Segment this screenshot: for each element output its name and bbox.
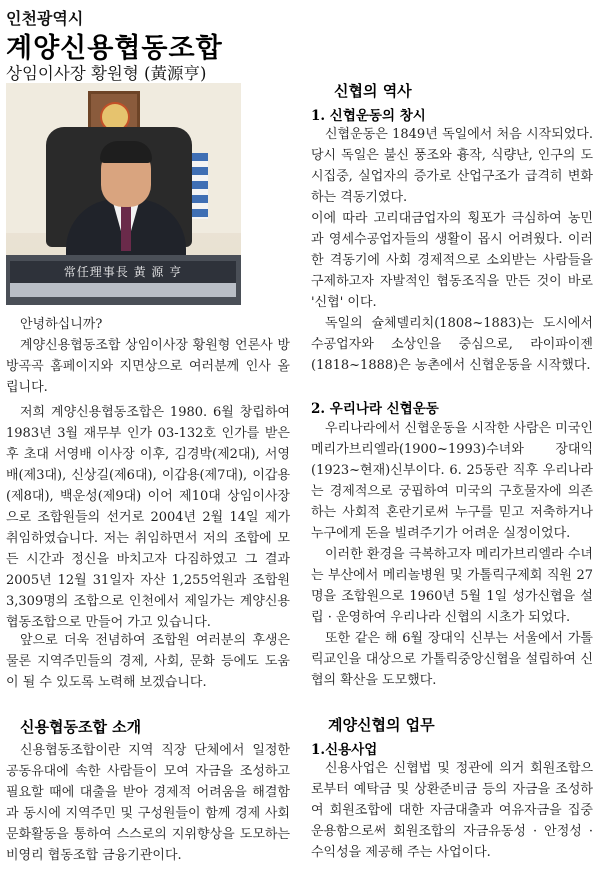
business-section1-title: 1.신용사업 (311, 742, 378, 758)
page-title: 계양신용협동조합 (6, 33, 223, 64)
business-section1-body: 신용사업은 신협법 및 정관에 의거 회원조합으로부터 예탁금 및 상환준비금 등의 자금을 조성하여 회원조합에 대한 자금대출과 여유자금을 집중 운용함으로써 회원조합의 자금유동성 · 안정성 · 수익성을 제공해 주는 사업이다. (311, 761, 593, 860)
intro-body: 신용협동조합이란 지역 직장 단체에서 일정한 공동유대에 속한 사람들이 모여 자금을 조성하고 필요할 때에 대출을 받아 경제적 어려움을 해결함과 동시에 지역주민 및 구성원들이 함께 경제 사회 문화활동을 통하여 스스로의 지위향상을 도모하는 비영리 협동조합 금융기관이다. (6, 743, 290, 863)
greeting-closing: 앞으로 더욱 전념하여 조합원 여러분의 후생은 물론 지역주민들의 경제, 사회, 문화 등에도 도움이 될 수 있도록 노력해 보겠습니다. (6, 633, 290, 690)
name-plate-base (10, 283, 236, 297)
history-section1-title: 1. 신협운동의 창시 (311, 108, 426, 124)
page-subtitle: 상임이사장 황원형 (黃源亨) (6, 64, 207, 83)
history-section2-title: 2. 우리나라 신협운동 (311, 401, 439, 417)
name-plate: 常任理事長 黃 源 亨 (10, 261, 236, 283)
chairman-tie (121, 205, 131, 251)
history-section2-p3: 또한 같은 해 6월 장대익 신부는 서울에서 가톨릭교인을 대상으로 가톨릭중앙신협을 설립하여 신협의 확산을 도모했다. (311, 631, 593, 688)
region-label: 인천광역시 (6, 9, 84, 28)
intro-heading: 신용협동조합 소개 (20, 718, 142, 736)
chairman-photo (6, 83, 241, 305)
history-section2-p2: 이러한 환경을 극복하고자 메리가브리엘라 수녀는 부산에서 메리놀병원 및 가톨릭구제회 직원 27명을 조합원으로 1960년 5월 1일 성가신협을 설립 · 운영하여 우리나라 신협의 시초가 되었다. (311, 547, 593, 625)
history-section2-p1: 우리나라에서 신협운동을 시작한 사람은 미국인 메리가브리엘라(1900~1993)수녀와 장대익(1923~현재)신부이다. 6. 25동란 직후 우리나라는 경제적으로 궁핍하여 미국의 구호물자에 의존하는 사회적 혼란기로써 누구를 믿고 저축하거나 누구에게 돈을 빌려주기가 어려운 실정이었다. (311, 421, 593, 541)
history-heading: 신협의 역사 (334, 82, 412, 100)
business-heading: 계양신협의 업무 (328, 716, 435, 734)
history-section1-p2: 이에 따라 고리대금업자의 횡포가 극심하여 농민과 영세수공업자들의 생활이 몹시 어려웠다. 이러한 격동기에 사회 경제적으로 소외받는 사람들을 구제하고자 자발적인 협동조직을 만든 것이 바로 '신협' 이다. (311, 211, 593, 310)
chairman-hair (100, 141, 152, 163)
greeting-history: 저희 계양신용협동조합은 1980. 6월 창립하여 1983년 3월 재무부 인가 03-132호 인가를 받은 후 초대 서영배 이사장 이후, 김경박(제2대), 서영배(제3대), 신상길(제6대), 이갑용(제7대), 이갑용(제8대), 백운성(제9대) 이어 제10대 상임이사장으로 조합원들의 선거로 2004년 2월 14일 제가 취임하였습니다. 저는 취임하면서 저의 조합에 모든 시간과 정신을 바치고자 다짐하였고 그 결과 2005년 12월 31일자 자산 1,255억원과 조합원 3,309명의 조합으로 인천에서 제일가는 계양신용협동조합으로 만들어 가고 있습니다. (6, 405, 290, 630)
flag-icon (192, 153, 208, 219)
greeting-hello: 안녕하십니까? (20, 317, 103, 332)
history-section1-p3: 독일의 슐체델리치(1808~1883)는 도시에서 수공업자와 소상인을 중심으로, 라이파이젠(1818~1888)은 농촌에서 신협운동을 시작했다. (311, 316, 593, 373)
greeting-intro: 계양신용협동조합 상임이사장 황원형 언론사 방방곡곡 홈페이지와 지면상으로 여러분께 인사 올립니다. (6, 338, 290, 395)
history-section1-p1: 신협운동은 1849년 독일에서 처음 시작되었다. 당시 독일은 불신 풍조와 흉작, 식량난, 인구의 도시집중, 실업자의 증가로 산업구조가 급격히 변화하는 격동기였다. (311, 127, 593, 205)
